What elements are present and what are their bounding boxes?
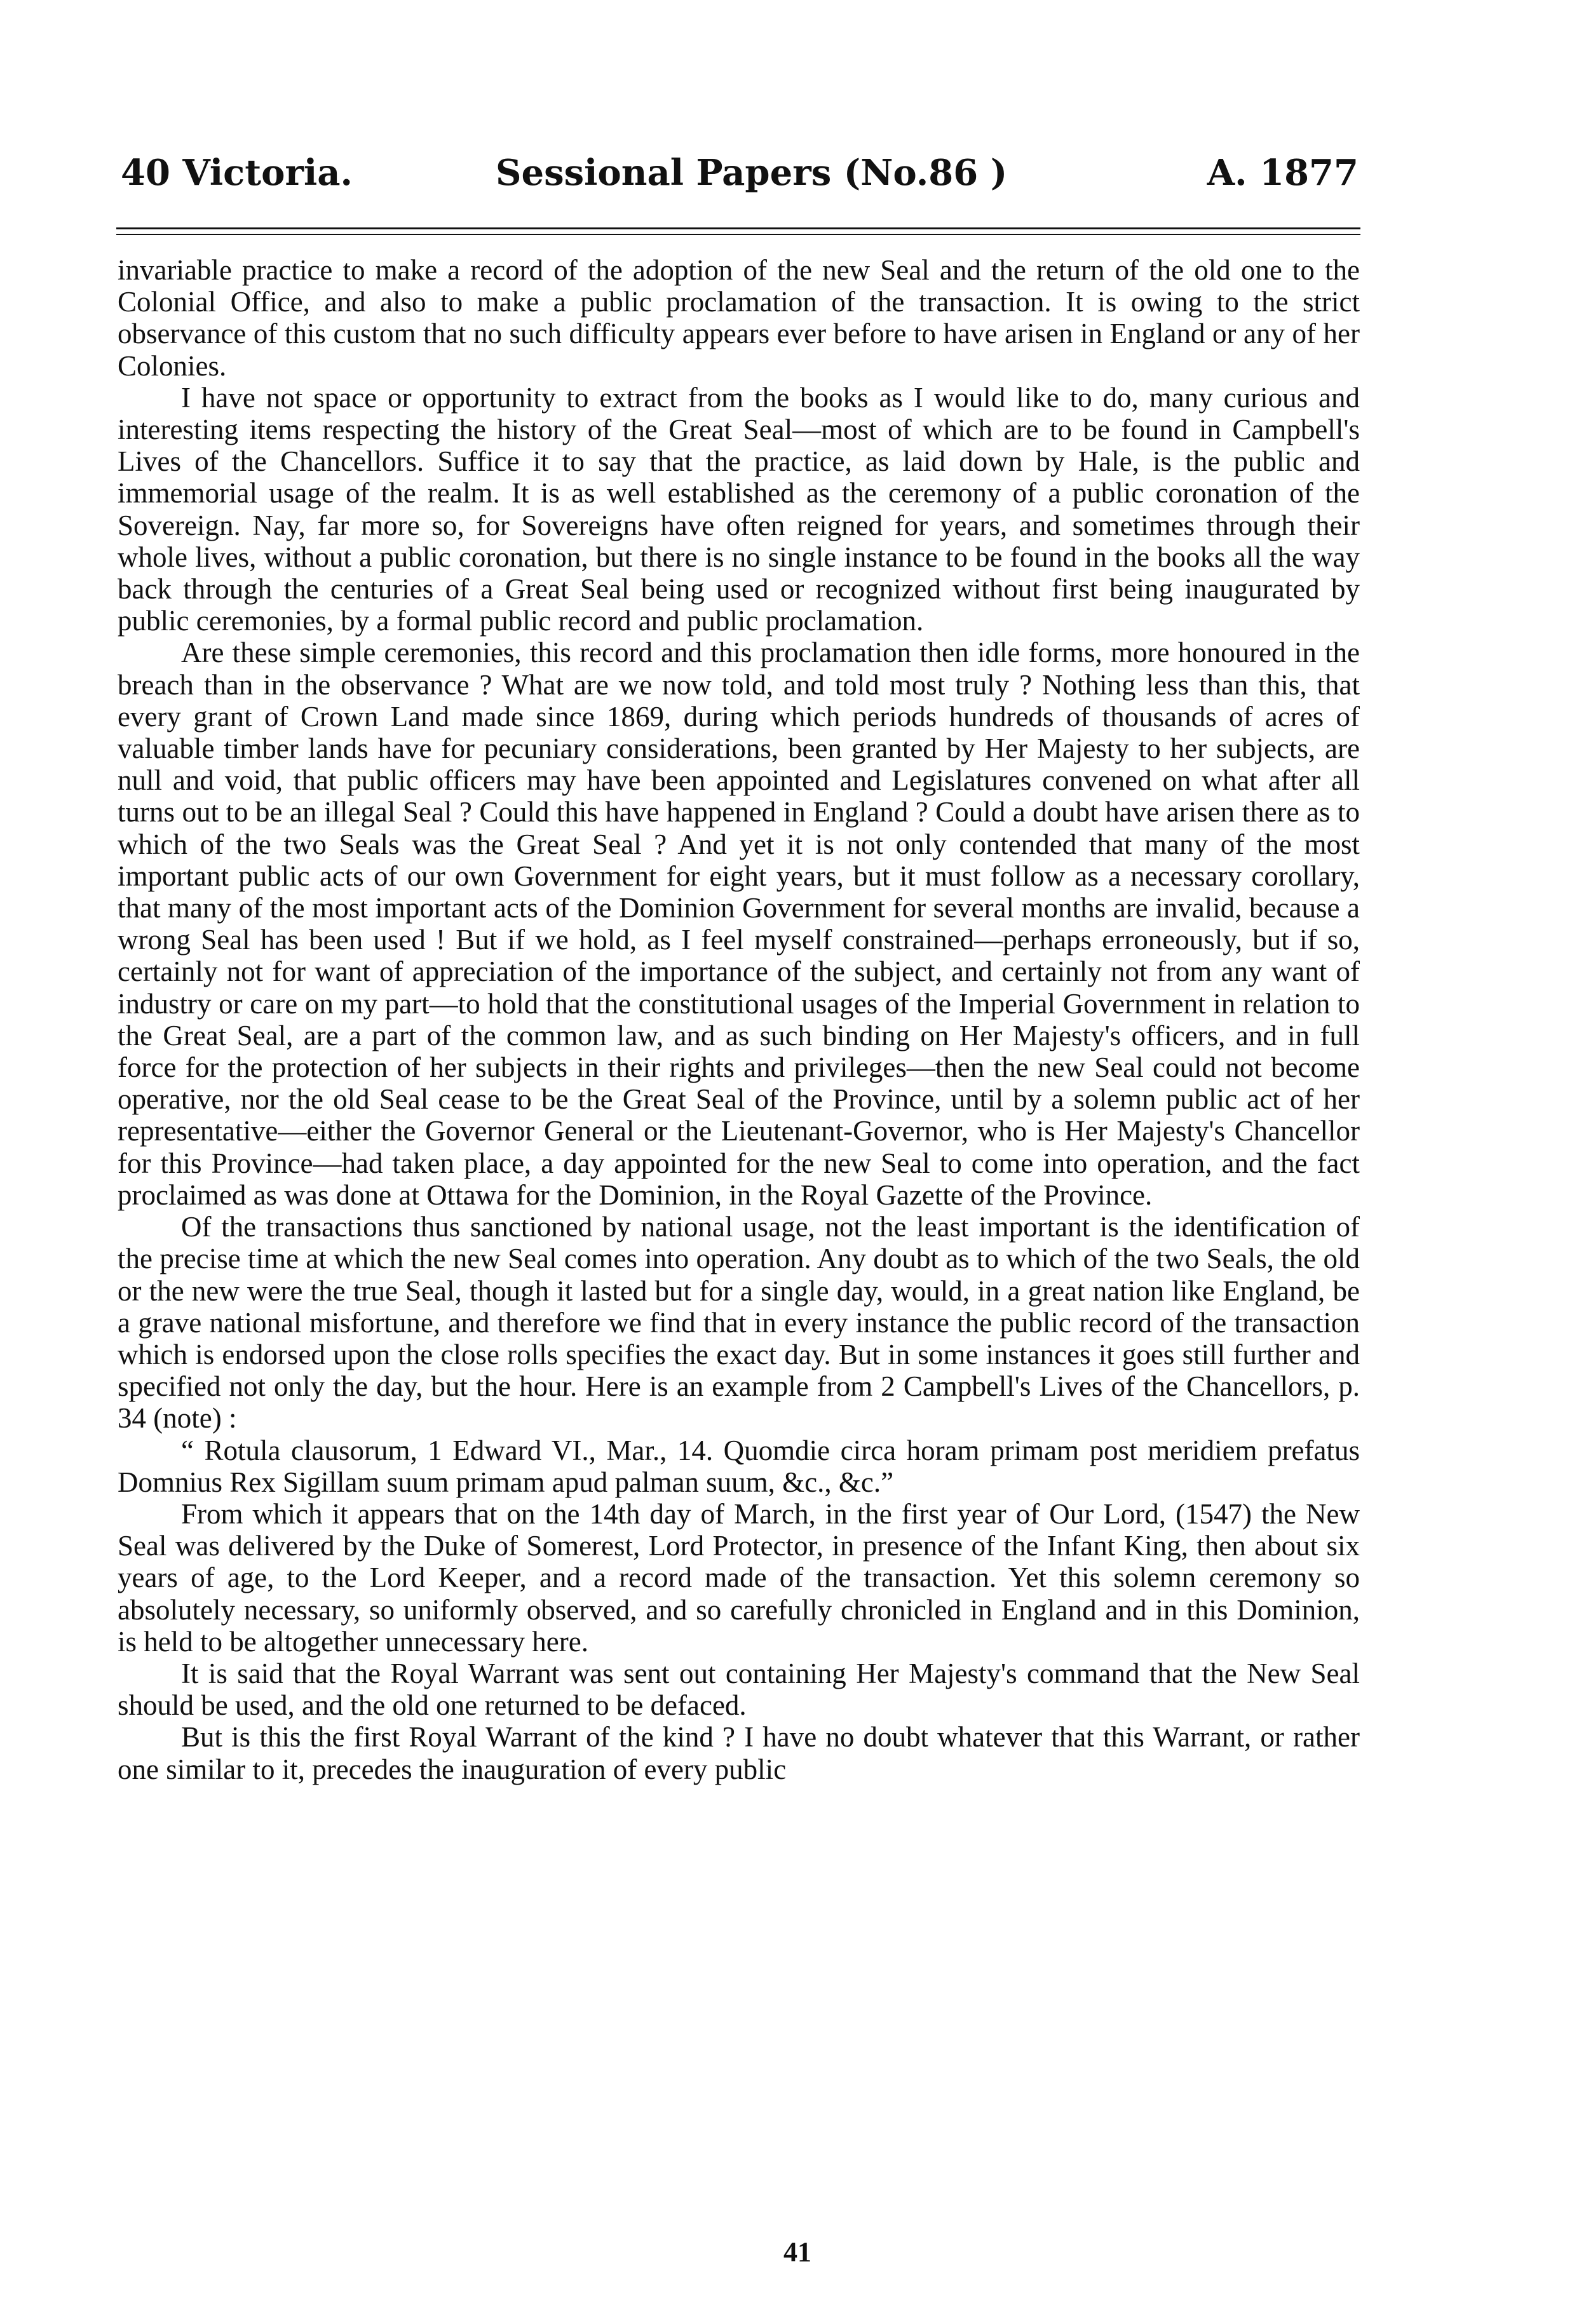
body-text [118,254,1360,2186]
paragraph: invariable practice to make a record of the adoption of the new Seal and the return of the old one to the Colonial Office, and also to make a public proclamation of the transaction. It is owing to the strict observance of this custom that no such difficulty appears ever before to have arisen in England or any of her Colonies. [118,254,1360,382]
paragraph: It is said that the Royal Warrant was sent out containing Her Majesty's command that the New Seal should be used, and the old one returned to be defaced. [118,1657,1360,1722]
header-title: Sessional Papers (No.86 ) [496,152,1008,194]
header-volume: 40 Victoria. [121,152,353,194]
running-header [121,147,1359,198]
paragraph: Are these simple ceremonies, this record and this proclamation then idle forms, more honoured in the breach than in the observance ? What are we now told, and told most truly ? Nothing less than this, that every grant of Crown Land made since 1869, during which periods hundreds of thousands of acres of valuable timber lands have for pecuniary considerations, been granted by Her Majesty to her subjects, are null and void, that public officers may have been appointed and Legislatures convened on what after all turns out to be an illegal Seal ? Could this have happened in England ? Could a doubt have arisen there as to which of the two Seals was the Great Seal ? And yet it is not only contended that many of the most important public acts of our own Government for eight years, but it must follow as a necessary corollary, that many of the most important acts of the Dominion Government for several months are invalid, because a wrong Seal has been used ! But if we hold, as I feel myself constrained—perhaps erroneously, but if so, certainly not for want of appreciation of the importance of the subject, and certainly not from any want of industry or care on my part—to hold that the constitutional usages of the Imperial Government in relation to the Great Seal, are a part of the common law, and as such binding on Her Majesty's officers, and in full force for the protection of her subjects in their rights and privileges—then the new Seal could not become operative, nor the old Seal cease to be the Great Seal of the Province, until by a solemn public act of her representative—either the Governor General or the Lieutenant-Governor, who is Her Majesty's Chancellor for this Province—had taken place, a day appointed for the new Seal to come into operation, and the fact proclaimed as was done at Ottawa for the Dominion, in the Royal Gazette of the Province. [118,637,1360,1211]
paragraph: I have not space or opportunity to extract from the books as I would like to do, many curious and interesting items respecting the history of the Great Seal—most of which are to be found in Campbell's Lives of the Chancellors. Suffice it to say that the practice, as laid down by Hale, is the public and immemorial usage of the realm. It is as well established as the ceremony of a public coronation of the Sovereign. Nay, far more so, for Sovereigns have often reigned for years, and sometimes through their whole lives, without a public coronation, but there is no single instance to be found in the books all the way back through the centuries of a Great Seal being used or recognized without first being inaugurated by public ceremonies, by a formal public record and public proclamation. [118,381,1360,637]
header-year: A. 1877 [1207,152,1359,194]
page-number: 41 [783,2236,811,2267]
paragraph: From which it appears that on the 14th day of March, in the first year of Our Lord, (1547) the New Seal was delivered by the Duke of Somerest, Lord Protector, in presence of the Infant King, then about six years of age, to the Lord Keeper, and a record made of the transaction. Yet this solemn ceremony so absolutely necessary, so uniformly observed, and so carefully chronicled in England and in this Dominion, is held to be altogether unnecessary here. [118,1497,1360,1658]
header-rule-thin [116,234,1360,235]
header-rule [116,227,1360,229]
latin-quotation: “ Rotula clausorum, 1 Edward VI., Mar., 14. Quomdie circa horam primam post meridiem prefatus Domnius Rex Sigillam suum primam apud palman suum, &c., &c.” [118,1434,1360,1498]
paragraph: But is this the first Royal Warrant of the kind ? I have no doubt whatever that this Warrant, or rather one similar to it, precedes the inauguration of every public [118,1721,1360,1785]
paragraph: Of the transactions thus sanctioned by national usage, not the least important is the identification of the precise time at which the new Seal comes into operation. Any doubt as to which of the two Seals, the old or the new were the true Seal, though it lasted but for a single day, would, in a great nation like England, be a grave national misfortune, and therefore we find that in every instance the public record of the transaction which is endorsed upon the close rolls specifies the exact day. But in some instances it goes still further and specified not only the day, but the hour. Here is an example from 2 Campbell's Lives of the Chancellors, p. 34 (note) : [118,1211,1360,1435]
